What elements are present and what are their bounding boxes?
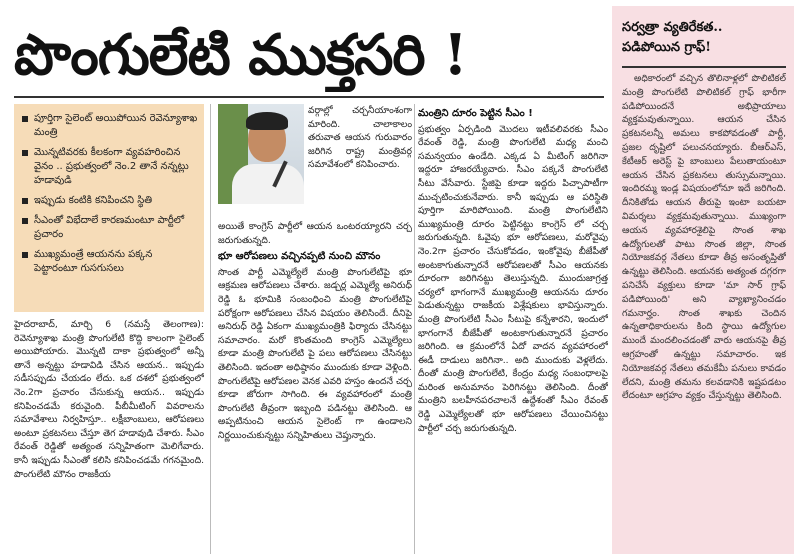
lead-paragraph: హైదరాబాద్, మార్చి 6 (నమస్తే తెలంగాణ): రెవెన్యూశాఖ మంత్రి పొంగులేటి కొద్ది కాలంగా సైలెంట్ అయిపోయారు. మొన్నటి దాకా ప్రభుత్వంలో అన్నీ తానే అన్నట్టు హడావిడి చేసిన ఆయన.. ఇప్పుడు సడీసప్పుడు చేయడం లేదు. ఒక దశలో ప్రభుత్వంలో నెం.2గా ప్రచారం చేసుకున్న ఆయన.. ఇప్పుడు కనిపించడమే కరువైంది. పీబీమీటింగ్ వివరాలను సమావేశాలు నిర్వహిస్తూ.. లక్షీబాంబులు, ఆరోపణలు అంటూ ప్రకటనలు చేస్తూ తెగ హడావుడి చేశారు. సీఎం రేవంత్ రెడ్డితో అత్యంత సన్నిహితంగా మెలిగేవారు. కానీ ఇప్పుడు సీఎంతో కలిసి కనిపించడమే గగనమైంది. పొంగులేటి మౌనం రాజకీయ (14, 319, 204, 480)
headline: పొంగులేటి ముక్తసరి ! (14, 22, 467, 88)
lead-column (14, 318, 204, 554)
sidebar-body (622, 72, 786, 548)
photo-hair (246, 112, 288, 130)
photo-side-paragraph: వర్గాల్లో చర్చనీయాంశంగా మారింది. చాలాకాలం తరువాత ఆయన గురువారం జరిగిన రాష్ట్ర మంత్రివర్గ సమావేశంలో కనిపించారు. (308, 105, 412, 171)
headline-rule (14, 96, 604, 98)
sidebar-title-line1: సర్వత్రా వ్యతిరేకత.. (622, 20, 723, 35)
column-divider (210, 104, 211, 554)
minister-photo (218, 104, 304, 204)
right-column (418, 104, 608, 556)
highlight-item: సీఎంతో విభేదాలే కారణమంటూ పార్టీలో ప్రచారం (22, 214, 198, 242)
middle-subhead: భూ ఆరోపణలు వచ్చినప్పటి నుంచి మౌనం (218, 251, 381, 263)
sidebar-title-line2: పడిపోయిన గ్రాఫ్! (622, 40, 711, 55)
sidebar-title (622, 18, 788, 58)
middle-paragraph: సొంత పార్టీ ఎమ్మెల్యేలే మంత్రి పొంగులేటిపై భూ ఆక్రమణ ఆరోపణలు చేశారు. జడ్చర్ల ఎమ్మెల్యే అనిరుధ్ రెడ్డి ఓ భూమికి సంబంధించి మంత్రి పొంగులేటిపై పరోక్షంగా ఆరోపణలు చేసిన విషయం తెలిసిందే. దీనిపై అనిరుధ్ రెడ్డి ఏకంగా ముఖ్యమంత్రికి ఫిర్యాదు చేసినట్టు సమాచారం. మరో కొంతమంది కాంగ్రెస్ ఎమ్మెల్యేలు కూడా మంత్రి పొంగులేటి పై పలు ఆరోపణలు చేసినట్టు తెలిసింది. ఇదంతా అధిష్ఠానం ముందుకు కూడా వెళ్లింది. పొంగులేటిపై ఆరోపణల వెనక ఎవరి హస్తం ఉందనే చర్చ కూడా జోరుగా సాగింది. ఈ వ్యవహారంలో మంత్రి పొంగులేటి తీవ్రంగా ఇబ్బంది పడినట్టు తెలిసింది. ఆ అప్పటినుంచి ఆయన సైలెంట్ గా ఉండాలని నిర్ణయించుకున్నట్టు సన్నిహితులు చెప్తున్నారు. (218, 266, 412, 441)
highlight-item: ముఖ్యమంత్రే ఆయనను పక్కన పెట్టారంటూ గుసగుసలు (22, 248, 198, 276)
photo-side-column (308, 104, 412, 220)
right-subhead: మంత్రిని దూరం పెట్టిన సీఎం ! (418, 108, 533, 119)
sidebar-box (612, 6, 794, 554)
highlight-item: పూర్తిగా సైలెంట్ అయిపోయిన రెవెన్యూశాఖ మంత్రి (22, 112, 198, 140)
middle-column (218, 220, 412, 556)
right-paragraph: ప్రభుత్వం ఏర్పడింది మొదలు ఇటీవలివరకు సీఎం రేవంత్ రెడ్డి, మంత్రి పొంగులేటి మధ్య మంచి సమన్వయం ఉండేది. ఎక్కడ ఏ మీటింగ్ జరిగినా ఇద్దరూ హాజరయ్యేవారు. సీఎం పక్కనే పొంగులేటి సీటు వేసేవారు. స్టేజిపై కూడా ఇద్దరు పిచ్చాపాటీగా ముచ్చటించుకునేవారు. కానీ ఇప్పుడు ఆ పరిస్థితి పూర్తిగా మారిపోయింది. మంత్రి పొంగులేటిని ముఖ్యమంత్రి దూరం పెట్టినట్టు కాంగ్రెస్ లో చర్చ జరుగుతున్నది. ఓవైపు భూ ఆరోపణలు, మరోవైపు నెం.2గా ప్రచారం చేసుకోవడం, ఇంకోవైపు బీజేపీతో అంటకాగుతున్నారనే ఆరోపణలతో సీఎం ఆయనకు దూరంగా జరిగినట్టు తెలుస్తున్నది. ముందుజాగ్రత్త చర్యలో భాగంగానే ముఖ్యమంత్రి ఆయనను దూరం పెడుతున్నట్టు రాజకీయ విశ్లేషకులు భావిస్తున్నారు. మంత్రి పొంగులేటి సీఎం సీటుపై కన్నేశారని, ఇందులో భాగంగానే బీజేపీతో అంటకాగుతున్నారనే ప్రచారం జరిగింది. ఆ క్రమంలోనే ఏదో వాదన వ్యవహారంలో ఈడీ దాడులు జరిగినా.. అది ముందుకు వెళ్లలేదు. దీంతో మంత్రి పొంగులేటి, కేంద్రం మధ్య సంబంధాలపై మరింత అనుమానం పెరిగినట్టు తెలిసింది. దీంతో మంత్రిని బలహీనపరచాలనే ఉద్దేశంతో సీఎం రేవంత్ రెడ్డి ఎమ్మెల్యేలతో భూ ఆరోపణలు చేయించినట్టు పార్టీలో చర్చ జరుగుతున్నది. (418, 123, 608, 434)
highlight-item: ఇప్పుడు కంటికి కనిపించని స్థితి (22, 194, 198, 208)
photo-shirt (232, 164, 304, 204)
middle-intro-paragraph: అయితే కాంగ్రెస్ పార్టీలో ఆయన ఒంటరయ్యారని చర్చ జరుగుతున్నది. (218, 221, 412, 246)
sidebar-rule (622, 66, 786, 68)
highlights-list (22, 112, 198, 276)
highlights-box (14, 104, 204, 312)
sidebar-paragraph: అధికారంలో వచ్చిన తొలినాళ్లలో పొలిటికల్ మంత్రి పొంగులేటి పొలిటికల్ గ్రాఫ్ భారీగా పడిపోయిందనే అభిప్రాయాలు వ్యక్తమవుతున్నాయి. ఆయన చేసిన ప్రకటనలన్నీ అమలు కాకపోవడంతో పార్టీ, ప్రజల దృష్టిలో పలుచనయ్యారు. బీఆర్ఎస్, కేటీఆర్ అరెస్ట్ పై బాంబులు పేలుతాయంటూ ఆయన చేసిన ప్రకటనలు తుస్సుమన్నాయి. ఇందిరమ్మ ఇండ్ల విషయంలోనూ ఇదే జరిగింది. దీనికితోడు ఆయన తీరుపై ఇంటా బయటా విమర్శలు వ్యక్తమవుతున్నాయి. ముఖ్యంగా ఆయన వ్యవహారశైలిపై సొంత శాఖ ఉద్యోగులతో పాటు సొంత జిల్లా, సొంత నియోజకవర్గ నేతలు కూడా తీవ్ర అసంతృప్తితో ఉన్నట్టు తెలిసింది. ఆయనకు అత్యంత దగ్గరగా పనిచేసే వ్యక్తులు కూడా 'మా సార్ గ్రాఫ్ పడిపోయింది' అని వ్యాఖ్యానించడం గమనార్హం. సొంత శాఖకు చెందిన ఉన్నతాధికారులను కింది స్థాయి ఉద్యోగుల ముందే మందలించడంతో వారు ఆయనపై తీవ్ర ఆగ్రహంతో ఉన్నట్టు సమాచారం. ఇక నియోజకవర్గ నేతలు తమకేమీ పనులు కావడం లేదని, మంత్రి తమను కలవడానికి ఇష్టపడటం లేదంటూ ఆగ్రహం వ్యక్తం చేస్తున్నట్టు తెలిసింది. (622, 73, 786, 402)
highlight-item: మొన్నటివరకు కీలకంగా వ్యవహరించిన వైనం .. ప్రభుత్వంలో నెం.2 తానే నన్నట్లు హడావుడి (22, 146, 198, 188)
column-divider (414, 104, 415, 554)
